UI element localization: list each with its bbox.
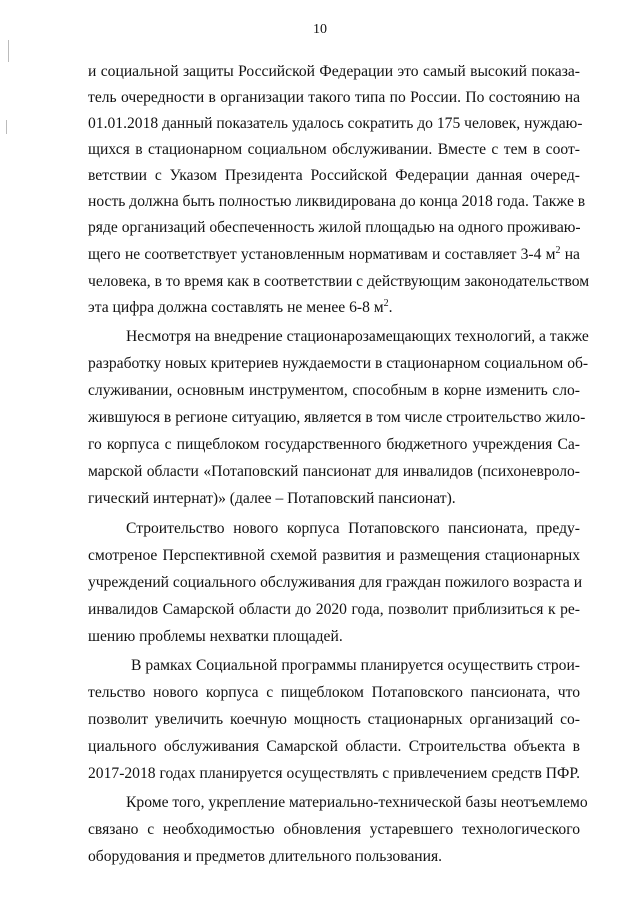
text-line: тель очередности в организации такого типа по России. По состоянию на	[88, 89, 580, 106]
superscript: 2	[555, 244, 561, 256]
text-line: гический интернат)» (далее – Потаповский пансионат).	[88, 490, 456, 507]
text-line: щихся в стационарном социальном обслуживании. Вместе с тем в соот-	[88, 141, 580, 158]
text-line-with-superscript	[88, 245, 580, 265]
text-line: инвалидов Самарской области до 2020 года, позволит приблизиться к ре-	[88, 601, 580, 618]
scan-mark	[8, 40, 9, 62]
scan-mark	[6, 120, 7, 134]
superscript: 2	[383, 297, 389, 309]
text-line: шению проблемы нехватки площадей.	[88, 628, 343, 645]
text-line: Кроме того, укрепление материально-технической базы неотъемлемо	[126, 794, 588, 811]
text-line: жившуюся в регионе ситуацию, является в том числе строительство жило-	[88, 409, 586, 426]
text-line: Несмотря на внедрение стационарозамещающих технологий, а также	[126, 328, 589, 345]
text-line: ветствии с Указом Президента Российской Федерации данная очеред-	[88, 167, 580, 184]
text-line: 2017-2018 годах планируется осуществлять с привлечением средств ПФР.	[88, 765, 580, 782]
text-line-part: .	[388, 299, 393, 316]
text-line: разработку новых критериев нуждаемости в стационарном социальном об-	[88, 355, 589, 372]
text-line: оборудования и предметов длительного пользования.	[88, 848, 443, 865]
text-line: служивании, основным инструментом, способным в корне изменить сло-	[88, 382, 580, 399]
text-line: смотреное Перспективной схемой развития и размещения стационарных	[88, 547, 580, 564]
text-line: марской области «Потаповский пансионат для инвалидов (психоневроло-	[88, 463, 580, 480]
page-number: 10	[313, 22, 327, 37]
text-line-part: эта цифра должна составлять не менее 6-8 м	[88, 299, 384, 316]
text-line: го корпуса с пищеблоком государственного бюджетного учреждения Са-	[88, 436, 580, 453]
text-line: В рамках Социальной программы планируется осуществить строи-	[131, 657, 580, 674]
text-line: и социальной защиты Российской Федерации это самый высокий показа-	[88, 63, 580, 80]
text-line-with-superscript	[88, 298, 580, 318]
text-line: учреждений социального обслуживания для граждан пожилого возраста и	[88, 574, 583, 591]
text-line: Строительство нового корпуса Потаповского пансионата, преду-	[126, 520, 580, 537]
text-line: позволит увеличить коечную мощность стационарных организаций со-	[88, 711, 580, 728]
text-line: связано с необходимостью обновления устаревшего технологического	[88, 821, 580, 838]
text-line-part: на	[560, 246, 580, 263]
text-line: человека, в то время как в соответствии с действующим законодательством	[88, 273, 590, 290]
text-line: ряде организаций обеспеченность жилой площадью на одного проживаю-	[88, 219, 581, 236]
text-line: циального обслуживания Самарской области. Строительства объекта в	[88, 738, 580, 755]
text-line: тельство нового корпуса с пищеблоком Потаповского пансионата, что	[88, 684, 580, 701]
text-line: 01.01.2018 данный показатель удалось сократить до 175 человек, нуждаю-	[88, 115, 583, 132]
text-line: ность должна быть полностью ликвидирована до конца 2018 года. Также в	[88, 193, 586, 210]
text-line-part: щего не соответствует установленным нормативам и составляет 3-4 м	[88, 246, 556, 263]
